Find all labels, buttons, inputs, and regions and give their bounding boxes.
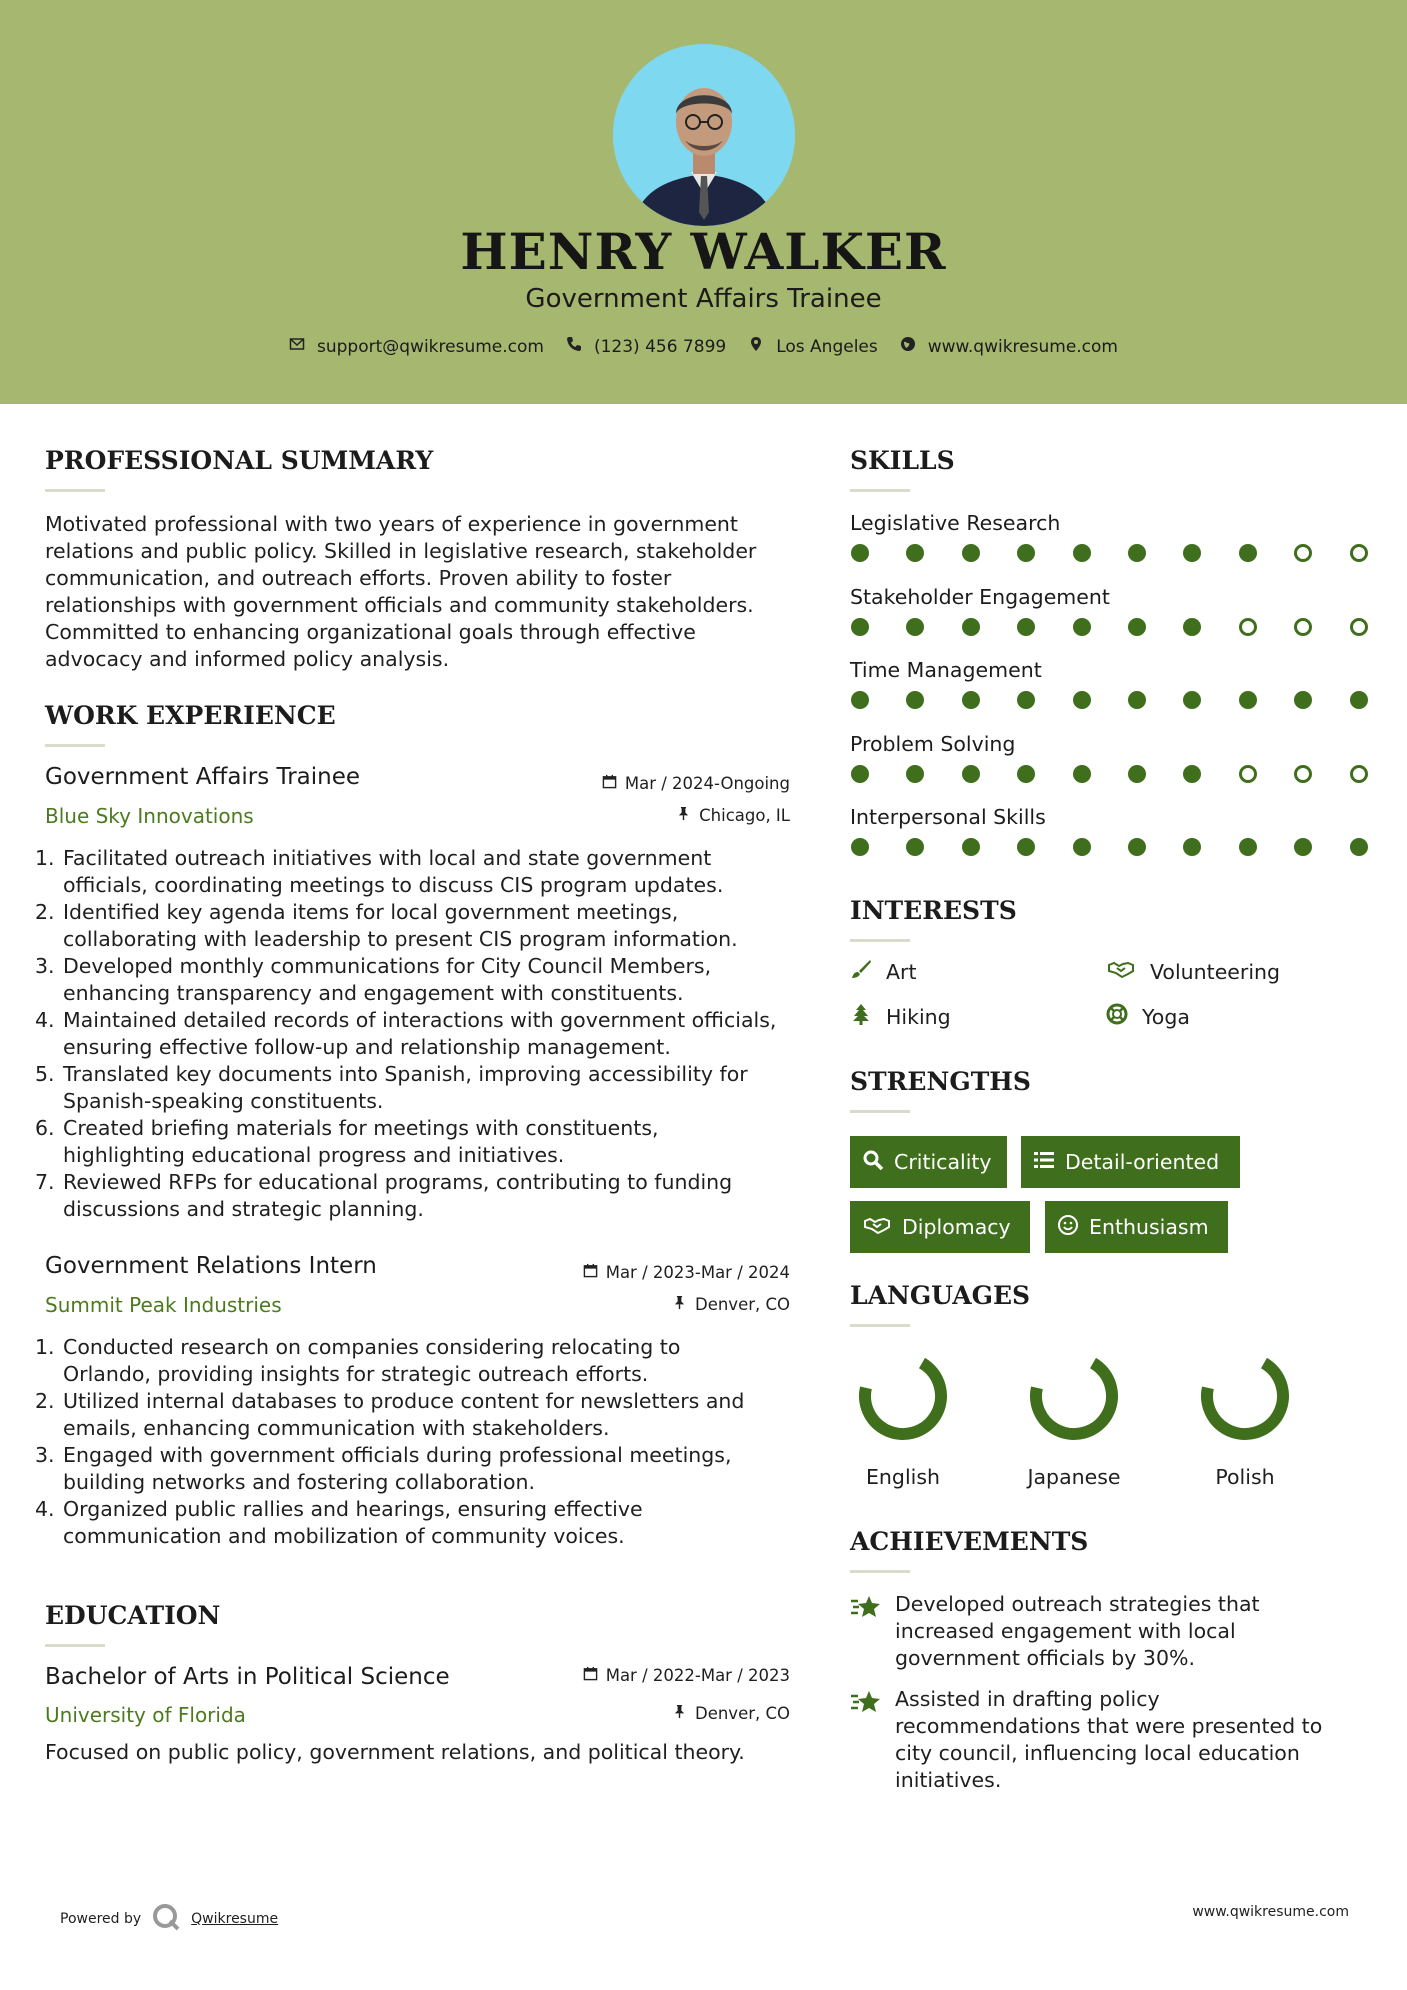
skill-dot-filled [1239,544,1257,562]
globe-icon [900,336,916,357]
contact-bar [0,336,1407,357]
skill-dot-empty [1239,618,1257,636]
education-dates [583,1666,790,1685]
powered-by [60,1902,278,1936]
lifebuoy-icon [1106,1003,1128,1030]
contact-website[interactable] [900,336,1118,357]
list-item: 7. Reviewed RFPs for educational programs, contributing to funding discussions and strategic planning. [35,1170,733,1221]
language-progress-ring [853,1346,953,1446]
powered-by-text: Powered by [60,1911,142,1927]
pushpin-icon [676,806,691,825]
envelope-icon [289,336,305,357]
handshake-icon [862,1214,892,1241]
dates-text: Mar / 2022-Mar / 2023 [605,1666,790,1685]
job-dates [602,774,790,793]
interest-label: Hiking [886,1004,951,1029]
strength-label: Diplomacy [902,1215,1011,1239]
interests-heading: INTERESTS [850,896,1017,925]
skill-dot-filled [851,765,869,783]
contact-email[interactable] [289,336,544,357]
interest-item [850,1003,951,1030]
calendar-icon [602,774,617,793]
summary-text [45,511,805,673]
degree-title: Bachelor of Arts in Political Science [45,1664,450,1690]
skill-dot-filled [1294,691,1312,709]
skill-dot-empty [1350,544,1368,562]
skill-dot-filled [962,618,980,636]
strength-label: Criticality [894,1150,992,1174]
experience-heading: WORK EXPERIENCE [45,701,336,730]
interest-label: Art [886,959,917,984]
education-location [672,1704,790,1723]
company-name: Blue Sky Innovations [45,804,254,828]
skill-dot-filled [906,765,924,783]
section-divider [850,1570,910,1573]
skill-dot-filled [1073,618,1091,636]
list-item: 1. Conducted research on companies considering relocating to Orlando, providing insights for strategic outreach efforts. [35,1335,681,1386]
list-icon [1033,1149,1055,1176]
skill-dot-filled [1128,838,1146,856]
job-responsibilities [35,1334,805,1550]
strength-chip [1021,1136,1240,1188]
skill-dot-filled [1128,618,1146,636]
location-text: Denver, CO [694,1704,790,1723]
location-text: Denver, CO [694,1295,790,1314]
skill-name: Interpersonal Skills [850,805,1046,829]
tree-icon [850,1003,872,1030]
list-item: 1. Facilitated outreach initiatives with local and state government officials, coordinating meetings to discuss CIS program updates. [35,846,724,897]
summary-line: Committed to enhancing organizational goals through effective [45,620,696,644]
strengths-heading: STRENGTHS [850,1067,1031,1096]
section-divider [850,939,910,942]
calendar-icon [583,1263,598,1282]
section-divider [45,1644,105,1647]
skill-dot-filled [906,838,924,856]
skill-dot-filled [851,838,869,856]
skill-name: Problem Solving [850,731,1016,756]
skill-dot-filled [1350,838,1368,856]
list-item: 6. Created briefing materials for meetings with constituents, highlighting educational progress and initiatives. [35,1116,659,1167]
skills-heading: SKILLS [850,446,955,475]
skill-dot-filled [1017,618,1035,636]
profile-photo [613,44,795,226]
pushpin-icon [672,1295,687,1314]
achievements-heading: ACHIEVEMENTS [850,1527,1089,1556]
contact-phone[interactable] [566,336,726,357]
list-item: 2. Identified key agenda items for local government meetings, collaborating with leadership to present CIS program information. [35,900,738,951]
strength-label: Enthusiasm [1089,1215,1209,1239]
star-badge-icon [850,1688,882,1716]
skill-dot-filled [851,544,869,562]
skill-dot-filled [1073,544,1091,562]
strength-chip [850,1201,1030,1253]
star-badge-icon [850,1593,882,1621]
dates-text: Mar / 2024-Ongoing [624,774,790,793]
candidate-title: Government Affairs Trainee [525,284,882,314]
interest-label: Yoga [1142,1004,1190,1029]
language-name: Polish [1215,1465,1275,1489]
skill-dot-filled [962,765,980,783]
achievement-item: Assisted in drafting policy recommendations that were presented to city council, influencing local education initiatives. [895,1687,1323,1792]
interest-label: Volunteering [1150,959,1281,984]
skill-dot-filled [962,691,980,709]
language-name: English [865,1465,941,1489]
skill-dot-filled [1017,691,1035,709]
skill-dot-empty [1350,618,1368,636]
calendar-icon [583,1666,598,1685]
skill-dot-filled [1294,838,1312,856]
handshake-icon [1106,958,1136,985]
skill-dot-filled [962,838,980,856]
map-pin-icon [748,336,764,357]
job-dates [583,1263,790,1282]
resume-header [0,0,1407,404]
skill-dot-filled [1128,691,1146,709]
list-item: 3. Engaged with government officials during professional meetings, building networks and fostering collaboration. [35,1443,732,1494]
skill-dot-filled [1017,544,1035,562]
candidate-name: HENRY WALKER [460,222,947,281]
list-item: 4. Maintained detailed records of interactions with government officials, ensuring effective follow-up and relationship management. [35,1008,777,1059]
smile-icon [1057,1214,1079,1241]
skill-dot-empty [1294,765,1312,783]
footer-website[interactable]: www.qwikresume.com [1192,1904,1349,1920]
interest-item [1106,958,1280,985]
job-location [676,806,790,825]
company-name: Summit Peak Industries [45,1293,282,1317]
list-item: 5. Translated key documents into Spanish, improving accessibility for Spanish-speaking constituents. [35,1062,748,1113]
skill-dot-filled [1183,691,1201,709]
section-divider [850,1110,910,1113]
skill-name: Legislative Research [850,511,1061,535]
interest-item [1106,1003,1190,1030]
summary-heading: PROFESSIONAL SUMMARY [45,446,434,475]
search-icon [862,1149,884,1176]
contact-location [748,336,878,357]
skill-name: Time Management [850,658,1042,682]
section-divider [850,1324,910,1327]
summary-line: relationships with government officials and community stakeholders. [45,593,754,617]
language-name: Japanese [1027,1465,1121,1489]
language-progress-ring [1195,1346,1295,1446]
list-item: 3. Developed monthly communications for City Council Members, enhancing transparency and engagement with constituents. [35,954,712,1005]
list-item: 2. Utilized internal databases to produce content for newsletters and emails, enhancing communication with stakeholders. [35,1389,745,1440]
skill-dot-filled [906,618,924,636]
skill-dot-filled [1183,618,1201,636]
summary-line: advocacy and informed policy analysis. [45,647,450,671]
education-description: Focused on public policy, government relations, and political theory. [45,1740,745,1764]
section-divider [45,744,105,747]
job-title: Government Relations Intern [45,1253,377,1279]
phone-text: (123) 456 7899 [593,336,727,357]
website-text: www.qwikresume.com [927,336,1118,357]
skill-dot-filled [1073,838,1091,856]
skill-dot-filled [1017,838,1035,856]
skill-dot-filled [1017,765,1035,783]
summary-line: communication, and outreach efforts. Proven ability to foster [45,566,672,590]
strength-chip [1045,1201,1228,1253]
skill-dot-filled [1239,838,1257,856]
email-text: support@qwikresume.com [317,336,544,357]
section-divider [850,489,910,492]
skill-dot-filled [1350,691,1368,709]
skill-dot-filled [851,618,869,636]
language-progress-ring [1024,1346,1124,1446]
location-text: Los Angeles [776,336,878,357]
skill-dot-filled [1183,765,1201,783]
skill-dot-filled [906,691,924,709]
interest-item [850,958,917,985]
skill-dot-empty [1294,618,1312,636]
dates-text: Mar / 2023-Mar / 2024 [605,1263,790,1282]
list-item: 4. Organized public rallies and hearings, ensuring effective communication and mobilization of community voices. [35,1497,643,1548]
skill-dot-filled [851,691,869,709]
school-name: University of Florida [45,1703,246,1727]
job-location [672,1295,790,1314]
skill-dot-filled [1073,765,1091,783]
summary-line: relations and public policy. Skilled in legislative research, stakeholder [45,539,757,563]
pushpin-icon [672,1704,687,1723]
skill-dot-filled [1128,765,1146,783]
education-heading: EDUCATION [45,1601,221,1630]
job-title: Government Affairs Trainee [45,764,361,790]
skill-dot-filled [906,544,924,562]
brand-link[interactable]: Qwikresume [191,1911,279,1927]
skill-dot-filled [1183,544,1201,562]
skill-dot-filled [1239,691,1257,709]
achievement-item: Developed outreach strategies that increased engagement with local government officials by 30%. [895,1592,1260,1670]
skill-dot-filled [1073,691,1091,709]
summary-line: Motivated professional with two years of experience in government [45,512,738,536]
skill-dot-empty [1239,765,1257,783]
section-divider [45,489,105,492]
skill-dot-filled [962,544,980,562]
skill-dot-filled [1128,544,1146,562]
strength-chip [850,1136,1007,1188]
skill-dot-empty [1350,765,1368,783]
languages-heading: LANGUAGES [850,1281,1031,1310]
skill-name: Stakeholder Engagement [850,584,1110,609]
paintbrush-icon [850,958,872,985]
skill-dot-filled [1183,838,1201,856]
location-text: Chicago, IL [699,806,790,825]
skill-dot-empty [1294,544,1312,562]
job-responsibilities [35,845,805,1223]
strength-label: Detail-oriented [1065,1150,1220,1174]
phone-icon [566,336,582,357]
qwikresume-logo-icon [151,1902,181,1936]
